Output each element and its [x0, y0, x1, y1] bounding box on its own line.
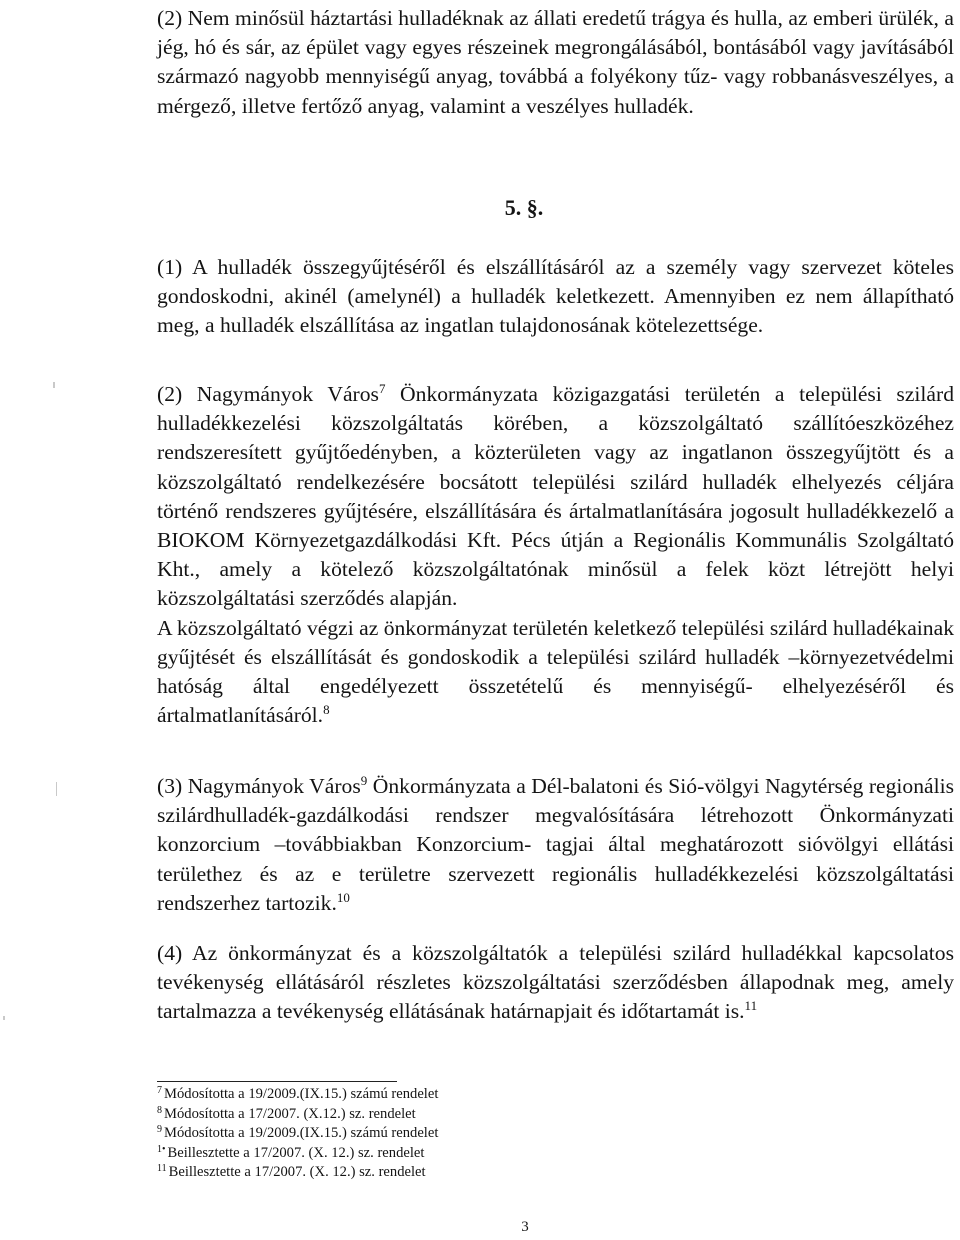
footnote-item [157, 1163, 657, 1183]
footnote-ref-8: 8 [323, 702, 330, 718]
footnote-text: Módosította a 19/2009.(IX.15.) számú rendelet [164, 1086, 439, 1102]
paragraph-4-body: (4) Az önkormányzat és a közszolgáltatók a települési szilárd hulladékkal kapcsolatos tevékenység ellátásáról részletes közszolgáltatási szerződésben állapodnak meg, amely tartalmazza a tevékenység ellátásának határnapjait és időtartamát is. [157, 941, 954, 1024]
paragraph-3-body: Önkormányzata a Dél-balatoni és Sió-völgyi Nagytérség regionális szilárdhulladék-gazdálkodási rendszer megvalósítására létrehozott Önkormányzati konzorcium –továbbiakban Konzorcium- tagjai által meghatározott sióvölgyi ellátási területhez és az e területre szervezett regionális hulladékkezelési közszolgáltatási rendszerhez tartozik. [157, 774, 954, 915]
paragraph-2-body: Önkormányzata közigazgatási területén a települési szilárd hulladékkezelési közszolgáltatás körében, a közszolgáltató szállítóeszközéhez rendszeresített gyűjtőedényben, a közterületen vagy az ingatlanon összegyűjtött és a közszolgáltató rendelkezésére bocsátott települési szilárd hulladék elhelyezés céljára történő rendszeres gyűjtésére, elszállítására és ártalmatlanítására jogosult hulladékkezelő a BIOKOM Környezetgazdálkodási Kft. Pécs útján a Regionális Kommunális Szolgáltató Kht., amely a kötelező közszolgáltatónak minősül a felek közt létrejött helyi közszolgáltatási szerződés alapján. [157, 382, 954, 611]
footnote-number: 11 [157, 1163, 167, 1174]
footnote-number: 8 [157, 1104, 162, 1116]
paragraph-3-lead: (3) Nagymányok Város [157, 774, 361, 798]
paragraph-3 [157, 772, 954, 918]
paragraph-prev-section-2: (2) Nem minősül háztartási hulladéknak az állati eredetű trágya és hulla, az emberi ürülék, a jég, hó és sár, az épület vagy egyes részeinek megrongálásából, bontásából vagy javításából származó nagyobb mennyiségű anyag, továbbá a folyékony tűz- vagy robbanásveszélyes, a mérgező, illetve fertőző anyag, valamint a veszélyes hulladék. [157, 6, 954, 118]
footnote-text: Beillesztette a 17/2007. (X. 12.) sz. rendelet [168, 1164, 426, 1180]
scan-artifact-mark [56, 782, 57, 796]
paragraph-2-continuation: A közszolgáltató végzi az önkormányzat területén keletkező települési szilárd hulladékainak gyűjtését és elszállítását és gondoskodik a települési szilárd hulladék –környezetvédelmi hatóság által engedélyezett összetételű és mennyiségű- elhelyezéséről és ártalmatlanításáról. [157, 615, 954, 728]
footnote-text: Módosította a 17/2007. (X.12.) sz. rendelet [164, 1105, 416, 1122]
footnote-ref-9: 9 [360, 772, 368, 788]
footnote-number: 1• [157, 1143, 166, 1155]
paragraph-4 [157, 939, 954, 1027]
footnote-separator [157, 1081, 397, 1082]
footnote-ref-7: 7 [378, 380, 386, 396]
footnote-item [157, 1105, 657, 1125]
footnote-item [157, 1124, 657, 1144]
paragraph-2-lead: (2) Nagymányok Város [157, 382, 379, 406]
page-number: 3 [521, 1219, 529, 1235]
footnote-ref-11: 11 [744, 998, 758, 1014]
footnote-item [157, 1085, 657, 1105]
footnote-ref-10: 10 [336, 889, 350, 905]
footnote-list [157, 1085, 657, 1183]
footnote-item [157, 1144, 657, 1164]
footnote-number: 7 [157, 1085, 162, 1096]
footnote-number: 9 [157, 1124, 162, 1135]
footnote-text: Módosította a 19/2009.(IX.15.) számú rendelet [164, 1125, 439, 1141]
footnote-text: Beillesztette a 17/2007. (X. 12.) sz. rendelet [167, 1144, 425, 1161]
paragraph-2 [157, 380, 954, 730]
scan-artifact-mark [3, 1016, 5, 1020]
scan-artifact-mark [53, 382, 55, 388]
section-heading: 5. §. [504, 195, 544, 220]
paragraph-1: (1) A hulladék összegyűjtéséről és elszállításáról az a személy vagy szervezet köteles gondoskodni, akinél (amelynél) a hulladék keletkezett. Amennyiben ez nem állapítható meg, a hulladék elszállítása az ingatlan tulajdonosának kötelezettsége. [157, 255, 954, 338]
